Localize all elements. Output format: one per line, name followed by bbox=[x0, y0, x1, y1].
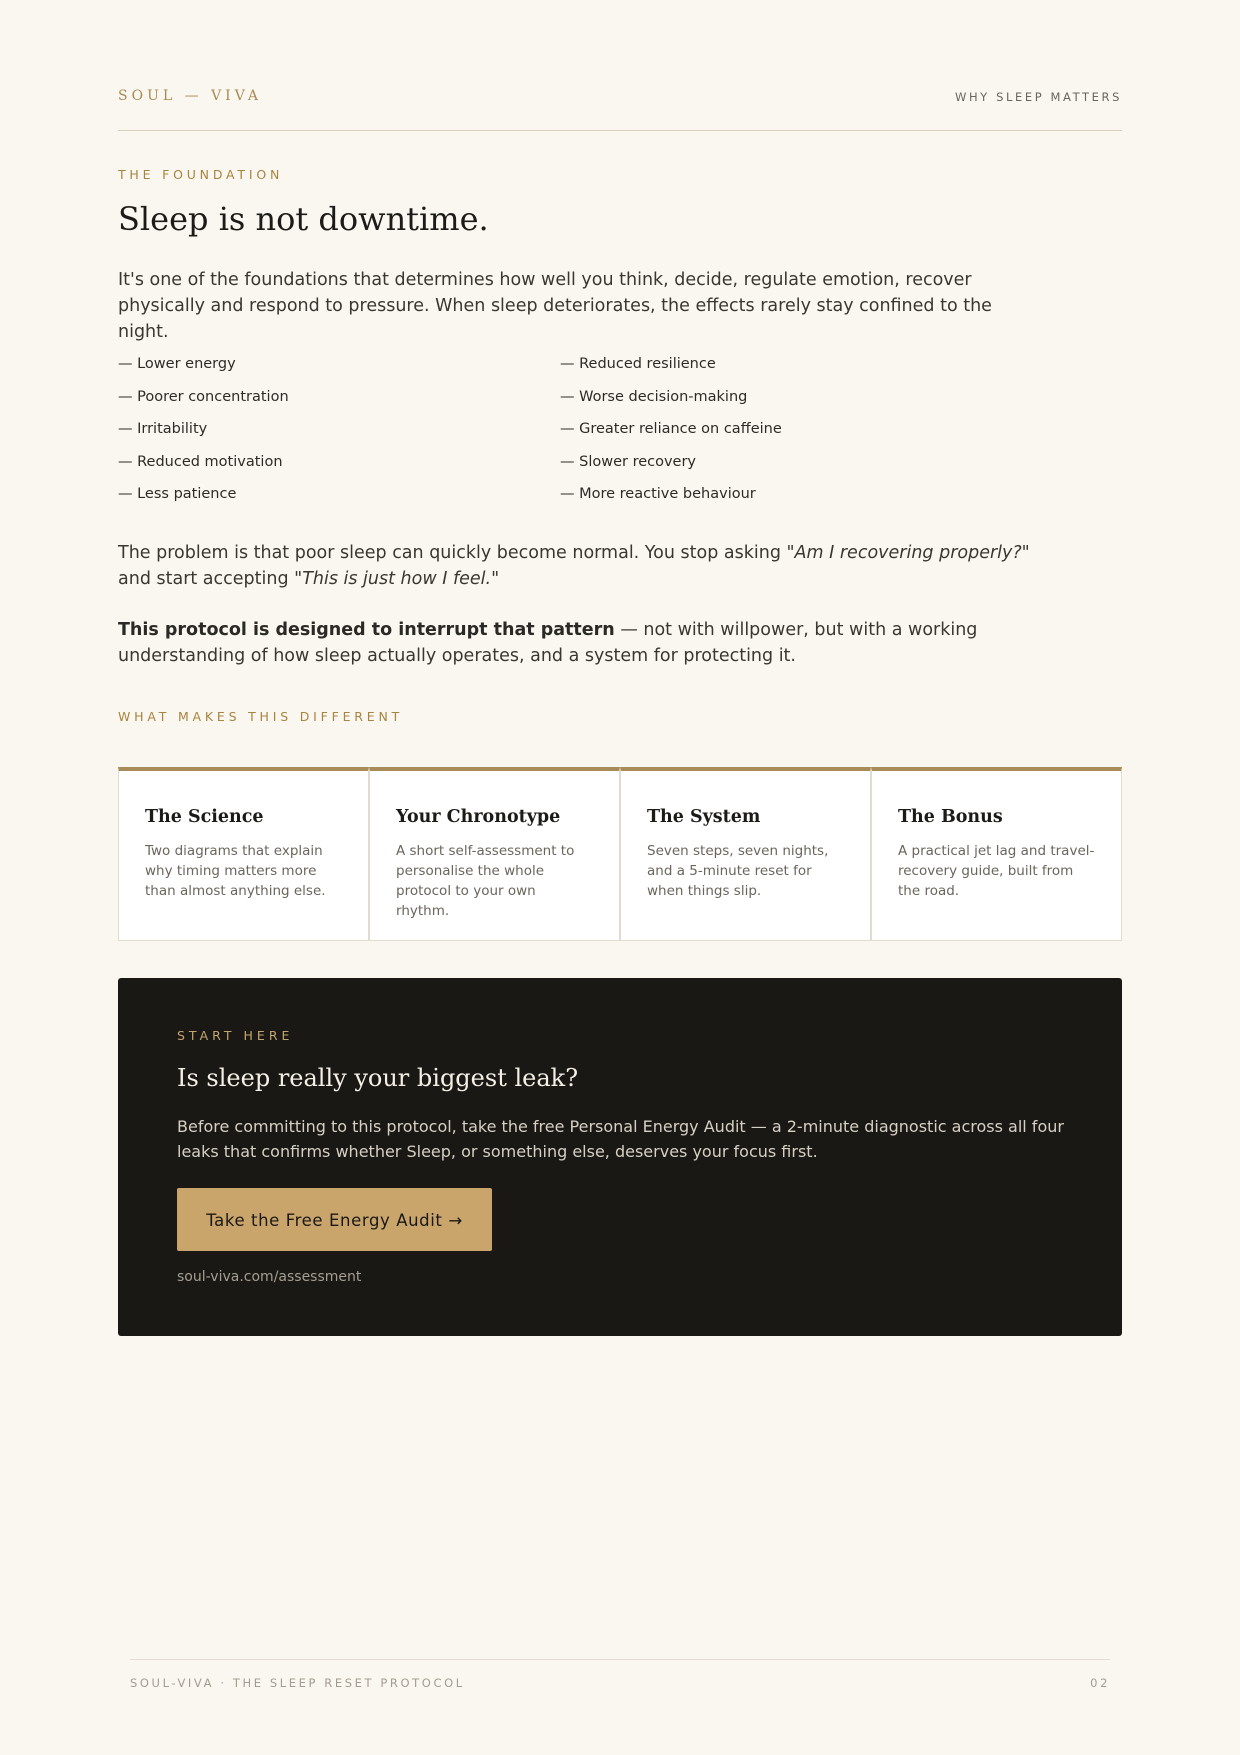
page-header bbox=[118, 88, 1122, 131]
protocol-paragraph bbox=[118, 617, 1048, 669]
section-label: WHY SLEEP MATTERS bbox=[954, 90, 1122, 104]
feature-card-bonus bbox=[871, 767, 1122, 941]
card-title: The Bonus bbox=[898, 807, 1003, 827]
list-item: — More reactive behaviour bbox=[560, 486, 756, 502]
list-item: — Worse decision-making bbox=[560, 388, 748, 405]
cta-body: Before committing to this protocol, take the free Personal Energy Audit — a 2-minute diagnostic across all four leaks that confirms whether Sleep, or something else, deserves your focus first. bbox=[177, 1117, 1064, 1161]
page-footer bbox=[130, 1659, 1110, 1690]
list-item: — Irritability bbox=[118, 421, 208, 437]
effects-column-left bbox=[118, 356, 289, 519]
brand-logo: SOUL — VIVA bbox=[118, 88, 262, 104]
list-item: — Lower energy bbox=[118, 356, 236, 372]
card-title: The Science bbox=[145, 807, 264, 827]
assessment-link[interactable]: soul-viva.com/assessment bbox=[177, 1269, 362, 1285]
card-description: A practical jet lag and travel-recovery guide, built from the road. bbox=[898, 843, 1095, 899]
effects-column-right bbox=[560, 356, 782, 519]
problem-quote-1: "Am I recovering properly?" bbox=[786, 543, 1030, 563]
list-item: — Reduced resilience bbox=[560, 356, 716, 372]
problem-quote-2: "This is just how I feel." bbox=[294, 569, 500, 589]
problem-middle: and start accepting bbox=[118, 569, 295, 589]
foundation-eyebrow: THE FOUNDATION bbox=[118, 167, 284, 182]
feature-card-chronotype bbox=[369, 767, 620, 941]
effects-list bbox=[118, 356, 878, 526]
energy-audit-button[interactable]: Take the Free Energy Audit → bbox=[177, 1188, 492, 1251]
cta-panel bbox=[118, 978, 1122, 1336]
page-number: 02 bbox=[1090, 1676, 1110, 1690]
list-item: — Slower recovery bbox=[560, 453, 697, 470]
card-description: Seven steps, seven nights, and a 5-minute reset for when things slip. bbox=[647, 843, 829, 899]
page-title: Sleep is not downtime. bbox=[118, 200, 489, 238]
problem-paragraph bbox=[118, 540, 1048, 592]
list-item: — Reduced motivation bbox=[118, 453, 283, 470]
footer-title: SOUL-VIVA · THE SLEEP RESET PROTOCOL bbox=[130, 1676, 465, 1690]
card-description: A short self-assessment to personalise the whole protocol to your own rhythm. bbox=[396, 843, 575, 919]
list-item: — Poorer concentration bbox=[118, 388, 289, 405]
feature-card-system bbox=[620, 767, 871, 941]
cta-title: Is sleep really your biggest leak? bbox=[177, 1064, 579, 1092]
card-description: Two diagrams that explain why timing matters more than almost anything else. bbox=[145, 843, 326, 899]
intro-paragraph: It's one of the foundations that determines how well you think, decide, regulate emotion, recover physically and respond to pressure. When sleep deteriorates, the effects rarely stay confined to the night. bbox=[118, 270, 992, 342]
card-title: The System bbox=[647, 807, 761, 827]
protocol-emphasis: This protocol is designed to interrupt that pattern bbox=[118, 620, 615, 640]
list-item: — Less patience bbox=[118, 486, 237, 502]
feature-card-science bbox=[118, 767, 369, 941]
different-eyebrow: WHAT MAKES THIS DIFFERENT bbox=[118, 709, 404, 724]
card-title: Your Chronotype bbox=[396, 807, 561, 827]
problem-lead: The problem is that poor sleep can quickly become normal. You stop asking bbox=[118, 543, 787, 563]
protocol-rest: — not with willpower, but with a working understanding of how sleep actually operates, and a system for protecting it. bbox=[118, 620, 978, 666]
cta-eyebrow: START HERE bbox=[177, 1028, 294, 1043]
feature-cards bbox=[118, 767, 1122, 941]
list-item: — Greater reliance on caffeine bbox=[560, 421, 782, 437]
